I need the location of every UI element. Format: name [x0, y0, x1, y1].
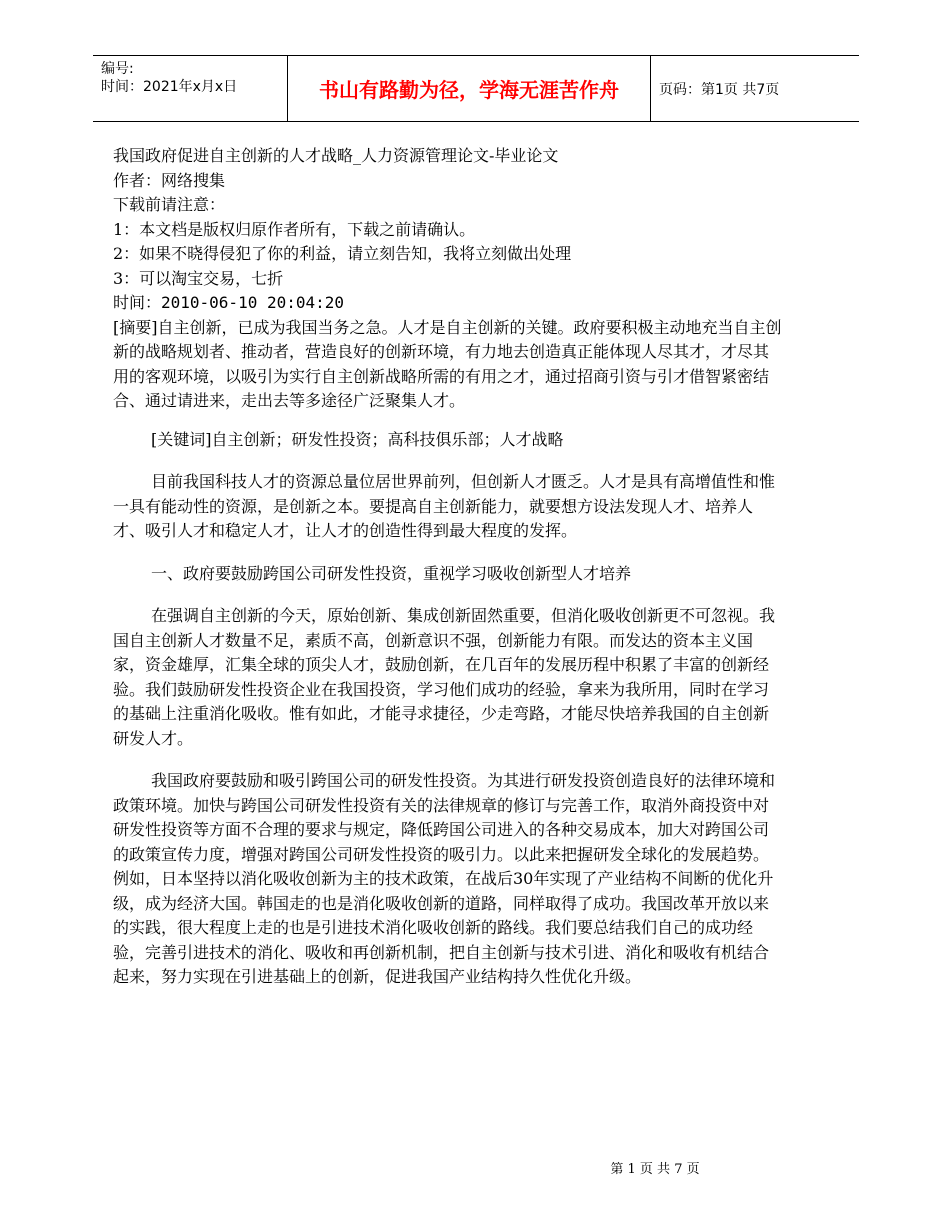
document-body	[113, 144, 783, 990]
keywords: [关键词]自主创新；研发性投资；高科技俱乐部；人才战略	[151, 429, 564, 449]
paragraph-1: 目前我国科技人才的资源总量位居世界前列，但创新人才匮乏。人才是具有高增值性和惟一具有能动性的资源，是创新之本。要提高自主创新能力，就要想方设法发现人才、培养人才、吸引人才和稳定人才，让人才的创造性得到最大程度的发挥。	[113, 472, 776, 540]
time-label: 时间：2021年x月x日	[101, 79, 238, 95]
publish-time: 时间：2010-06-10 20:04:20	[113, 293, 345, 312]
header-motto: 书山有路勤为径，学海无涯苦作舟	[319, 78, 619, 102]
section-heading-1: 一、政府要鼓励跨国公司研发性投资，重视学习吸收创新型人才培养	[151, 563, 632, 583]
header-page-info: 页码：第1页 共7页	[659, 81, 780, 98]
doc-title: 我国政府促进自主创新的人才战略_人力资源管理论文-毕业论文	[113, 146, 559, 165]
notice-item-3: 3：可以淘宝交易，七折	[113, 268, 284, 288]
document-header	[93, 55, 859, 122]
page-footer: 第 1 页 共 7 页	[610, 1162, 700, 1177]
notice-item-2: 2：如果不晓得侵犯了你的利益，请立刻告知，我将立刻做出处理	[113, 244, 572, 263]
doc-author: 作者：网络搜集	[113, 170, 226, 190]
paragraph-2: 在强调自主创新的今天，原始创新、集成创新固然重要，但消化吸收创新更不可忽视。我国自主创新人才数量不足，素质不高，创新意识不强，创新能力有限。而发达的资本主义国家，资金雄厚，汇集全球的顶尖人才，鼓励创新，在几百年的发展历程中积累了丰富的创新经验。我们鼓励研发性投资企业在我国投资，学习他们成功的经验，拿来为我所用，同时在学习的基础上注重消化吸收。惟有如此，才能寻求捷径，少走弯路，才能尽快培养我国的自主创新研发人才。	[113, 606, 776, 748]
header-motto-cell	[287, 56, 651, 121]
notice-item-1: 1：本文档是版权归原作者所有，下载之前请确认。	[113, 219, 476, 239]
abstract: [摘要]自主创新，已成为我国当务之急。人才是自主创新的关键。政府要积极主动地充当自主创新的战略规划者、推动者，营造良好的创新环境，有力地去创造真正能体现人尽其才，才尽其用的客观环境，以吸引为实行自主创新战略所需的有用之才，通过招商引资与引才借智紧密结合、通过请进来，走出去等多途径广泛聚集人才。	[113, 317, 782, 410]
paragraph-3: 我国政府要鼓励和吸引跨国公司的研发性投资。为其进行研发投资创造良好的法律环境和政策环境。加快与跨国公司研发性投资有关的法律规章的修订与完善工作，取消外商投资中对研发性投资等方面不合理的要求与规定，降低跨国公司进入的各种交易成本，加大对跨国公司的政策宣传力度，增强对跨国公司研发性投资的吸引力。以此来把握研发全球化的发展趋势。例如，日本坚持以消化吸收创新为主的技术政策，在战后30年实现了产业结构不间断的优化升级，成为经济大国。韩国走的也是消化吸收创新的道路，同样取得了成功。我国改革开放以来的实践，很大程度上走的也是引进技术消化吸收创新的路线。我们要总结我们自己的成功经验，完善引进技术的消化、吸收和再创新机制，把自主创新与技术引进、消化和吸收有机结合起来，努力实现在引进基础上的创新，促进我国产业结构持久性优化升级。	[113, 771, 776, 986]
notice-heading: 下载前请注意：	[113, 195, 226, 214]
number-label: 编号:	[101, 61, 134, 77]
header-meta	[93, 56, 287, 121]
